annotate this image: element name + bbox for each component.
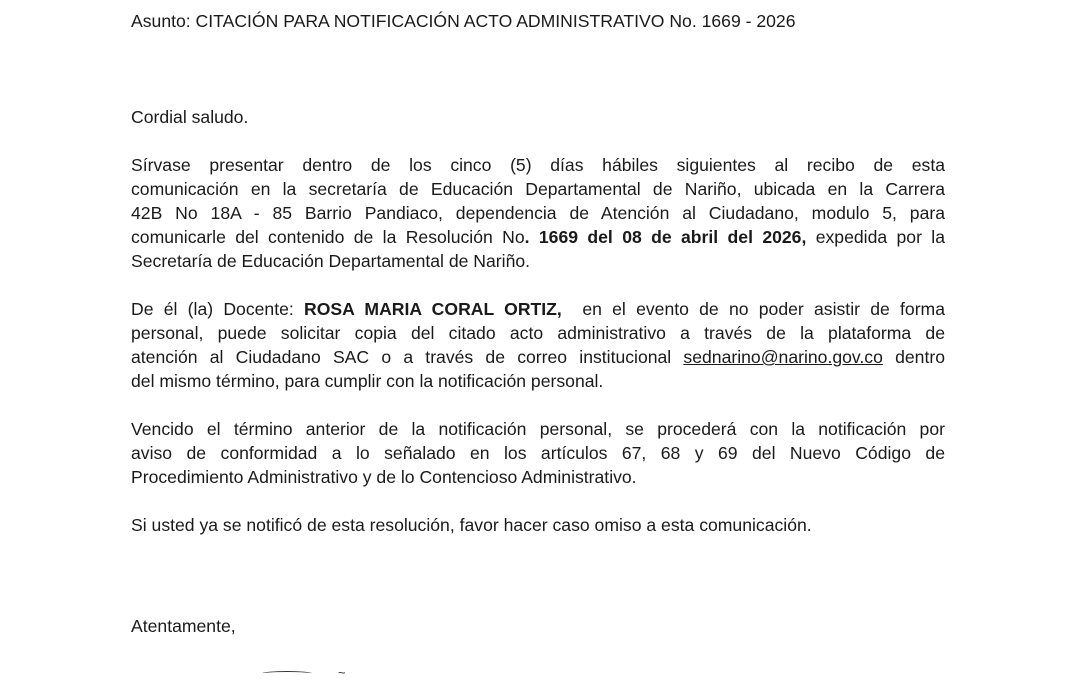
signature-mark: ~ bbox=[338, 665, 346, 680]
para1-line4-tail: expedida por la bbox=[806, 227, 945, 247]
para2-line1-text: De él (la) Docente: bbox=[131, 299, 304, 319]
para3-line1: Vencido el término anterior de la notificación personal, se procederá con la notificación por bbox=[131, 419, 945, 439]
closing: Atentamente, bbox=[131, 616, 236, 636]
para2-line1-tail: en el evento de no poder asistir de forma bbox=[561, 299, 945, 319]
teacher-name: ROSA MARIA CORAL ORTIZ, bbox=[304, 299, 562, 319]
para1-line4-text: comunicarle del contenido de la Resolución No bbox=[131, 227, 525, 247]
para4: Si usted ya se notificó de esta resolución, favor hacer caso omiso a esta comunicación. bbox=[131, 515, 812, 535]
para2-line2: personal, puede solicitar copia del citado acto administrativo a través de la plataforma de bbox=[131, 323, 945, 343]
para1-line5: Secretaría de Educación Departamental de Nariño. bbox=[131, 251, 531, 271]
para2-line3-text: atención al Ciudadano SAC o a través de correo institucional bbox=[131, 347, 684, 367]
para3-line3: Procedimiento Administrativo y de lo Contencioso Administrativo. bbox=[131, 467, 637, 487]
para1-line4 bbox=[131, 225, 945, 249]
para3-line2: aviso de conformidad a lo señalado en los artículos 67, 68 y 69 del Nuevo Código de bbox=[131, 443, 945, 463]
para2-line4: del mismo término, para cumplir con la notificación personal. bbox=[131, 371, 604, 391]
para2-line3-tail: dentro bbox=[882, 347, 945, 367]
resolution-reference: . 1669 del 08 de abril del 2026, bbox=[524, 227, 807, 247]
para1-line3: 42B No 18A - 85 Barrio Pandiaco, dependencia de Atención al Ciudadano, modulo 5, para bbox=[131, 203, 945, 223]
para2-line3 bbox=[131, 345, 945, 369]
subject-line: Asunto: CITACIÓN PARA NOTIFICACIÓN ACTO ADMINISTRATIVO No. 1669 - 2026 bbox=[131, 11, 796, 31]
email-link[interactable]: sednarino@narino.gov.co bbox=[683, 347, 883, 367]
para1-line2: comunicación en la secretaría de Educación Departamental de Nariño, ubicada en la Carrera bbox=[131, 179, 945, 199]
greeting: Cordial saludo. bbox=[131, 107, 249, 127]
para2-line1 bbox=[131, 297, 945, 321]
signature-stroke bbox=[262, 671, 312, 676]
para1-line1: Sírvase presentar dentro de los cinco (5) días hábiles siguientes al recibo de esta bbox=[131, 155, 945, 175]
